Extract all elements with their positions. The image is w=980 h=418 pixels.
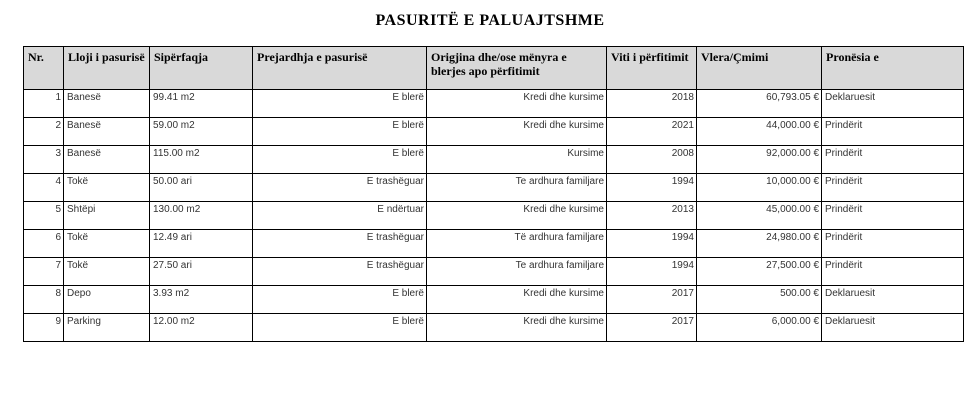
cell-pronesia: Deklaruesit xyxy=(822,314,964,342)
cell-lloji: Banesë xyxy=(64,118,150,146)
cell-lloji: Depo xyxy=(64,286,150,314)
cell-origjina: Te ardhura familjare xyxy=(427,174,607,202)
table-header-row xyxy=(24,47,964,90)
cell-nr: 4 xyxy=(24,174,64,202)
cell-prejardhja: E blerë xyxy=(253,146,427,174)
cell-lloji: Tokë xyxy=(64,174,150,202)
cell-viti: 2008 xyxy=(607,146,697,174)
header-nr: Nr. xyxy=(24,47,64,90)
cell-siperfaqja: 59.00 m2 xyxy=(150,118,253,146)
table-row xyxy=(24,258,964,286)
cell-siperfaqja: 115.00 m2 xyxy=(150,146,253,174)
header-siperfaqja: Sipërfaqja xyxy=(150,47,253,90)
table-row xyxy=(24,314,964,342)
cell-siperfaqja: 12.49 ari xyxy=(150,230,253,258)
cell-lloji: Parking xyxy=(64,314,150,342)
cell-siperfaqja: 12.00 m2 xyxy=(150,314,253,342)
cell-lloji: Tokë xyxy=(64,258,150,286)
header-prejardhja: Prejardhja e pasurisë xyxy=(253,47,427,90)
cell-vlera: 60,793.05 € xyxy=(697,90,822,118)
cell-viti: 2021 xyxy=(607,118,697,146)
cell-viti: 1994 xyxy=(607,230,697,258)
cell-prejardhja: E blerë xyxy=(253,118,427,146)
cell-origjina: Te ardhura familjare xyxy=(427,258,607,286)
cell-siperfaqja: 27.50 ari xyxy=(150,258,253,286)
assets-table xyxy=(23,46,964,342)
cell-vlera: 24,980.00 € xyxy=(697,230,822,258)
cell-vlera: 27,500.00 € xyxy=(697,258,822,286)
table-row xyxy=(24,90,964,118)
cell-nr: 6 xyxy=(24,230,64,258)
cell-origjina: Kredi dhe kursime xyxy=(427,90,607,118)
header-viti: Viti i përfitimit xyxy=(607,47,697,90)
table-row xyxy=(24,118,964,146)
cell-nr: 2 xyxy=(24,118,64,146)
cell-viti: 1994 xyxy=(607,174,697,202)
cell-viti: 2017 xyxy=(607,286,697,314)
cell-nr: 1 xyxy=(24,90,64,118)
cell-siperfaqja: 3.93 m2 xyxy=(150,286,253,314)
cell-viti: 2018 xyxy=(607,90,697,118)
cell-vlera: 44,000.00 € xyxy=(697,118,822,146)
cell-viti: 2017 xyxy=(607,314,697,342)
cell-viti: 2013 xyxy=(607,202,697,230)
cell-prejardhja: E blerë xyxy=(253,314,427,342)
page-title: PASURITË E PALUAJTSHME xyxy=(375,12,605,29)
header-vlera: Vlera/Çmimi xyxy=(697,47,822,90)
cell-pronesia: Prindërit xyxy=(822,258,964,286)
cell-lloji: Banesë xyxy=(64,146,150,174)
header-lloji: Lloji i pasurisë xyxy=(64,47,150,90)
cell-siperfaqja: 99.41 m2 xyxy=(150,90,253,118)
cell-nr: 5 xyxy=(24,202,64,230)
cell-prejardhja: E ndërtuar xyxy=(253,202,427,230)
cell-nr: 7 xyxy=(24,258,64,286)
cell-prejardhja: E blerë xyxy=(253,90,427,118)
cell-pronesia: Prindërit xyxy=(822,174,964,202)
table-row xyxy=(24,146,964,174)
header-pronesia: Pronësia e xyxy=(822,47,964,90)
cell-prejardhja: E trashëguar xyxy=(253,258,427,286)
cell-origjina: Kredi dhe kursime xyxy=(427,286,607,314)
cell-pronesia: Prindërit xyxy=(822,202,964,230)
cell-lloji: Banesë xyxy=(64,90,150,118)
table-row xyxy=(24,286,964,314)
cell-nr: 9 xyxy=(24,314,64,342)
cell-prejardhja: E trashëguar xyxy=(253,230,427,258)
cell-prejardhja: E trashëguar xyxy=(253,174,427,202)
table-row xyxy=(24,230,964,258)
header-origjina: Origjina dhe/ose mënyra e blerjes apo përfitimit xyxy=(427,47,607,90)
cell-nr: 8 xyxy=(24,286,64,314)
cell-nr: 3 xyxy=(24,146,64,174)
cell-pronesia: Prindërit xyxy=(822,230,964,258)
cell-siperfaqja: 130.00 m2 xyxy=(150,202,253,230)
table-row xyxy=(24,202,964,230)
cell-prejardhja: E blerë xyxy=(253,286,427,314)
cell-pronesia: Deklaruesit xyxy=(822,90,964,118)
cell-lloji: Shtëpi xyxy=(64,202,150,230)
cell-viti: 1994 xyxy=(607,258,697,286)
cell-origjina: Kursime xyxy=(427,146,607,174)
cell-vlera: 45,000.00 € xyxy=(697,202,822,230)
cell-origjina: Kredi dhe kursime xyxy=(427,314,607,342)
cell-origjina: Kredi dhe kursime xyxy=(427,118,607,146)
cell-origjina: Kredi dhe kursime xyxy=(427,202,607,230)
cell-pronesia: Prindërit xyxy=(822,118,964,146)
cell-origjina: Të ardhura familjare xyxy=(427,230,607,258)
cell-vlera: 92,000.00 € xyxy=(697,146,822,174)
cell-siperfaqja: 50.00 ari xyxy=(150,174,253,202)
cell-vlera: 6,000.00 € xyxy=(697,314,822,342)
cell-vlera: 500.00 € xyxy=(697,286,822,314)
cell-vlera: 10,000.00 € xyxy=(697,174,822,202)
table-row xyxy=(24,174,964,202)
cell-lloji: Tokë xyxy=(64,230,150,258)
cell-pronesia: Deklaruesit xyxy=(822,286,964,314)
cell-pronesia: Prindërit xyxy=(822,146,964,174)
